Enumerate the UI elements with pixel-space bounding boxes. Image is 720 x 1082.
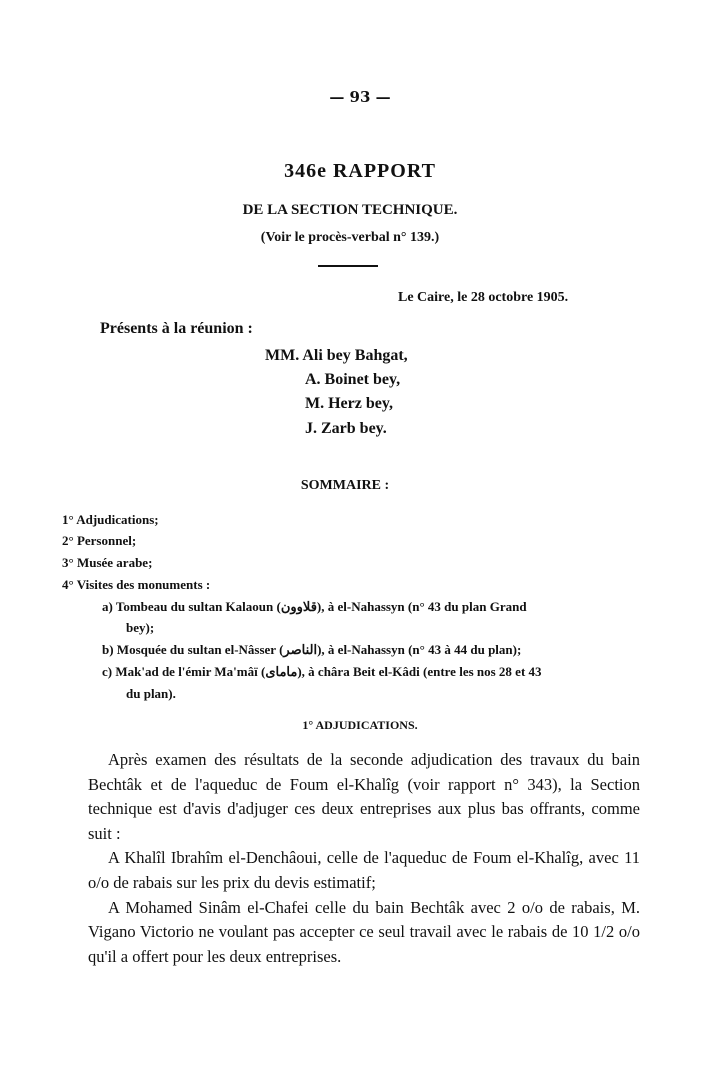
summary-subitem: bey); (126, 620, 155, 635)
present-label: Présents à la réunion : (100, 320, 253, 337)
body-text (88, 748, 640, 969)
paragraph: A Khalîl Ibrahîm el-Denchâoui, celle de l'aqueduc de Foum el-Khalîg, avec 11 o/o de rabais sur les prix du devis estimatif; (88, 848, 640, 892)
summary-item: 1° Adjudications; (62, 512, 159, 527)
summary-subitem: b) Mosquée du sultan el-Nâsser (الناصر), à el-Nahassyn (n° 43 à 44 du plan); (102, 642, 522, 657)
member: MM. Ali bey Bahgat, (265, 347, 408, 364)
report-subtitle: DE LA SECTION TECHNIQUE. (242, 202, 458, 218)
summary-item: 3° Musée arabe; (62, 555, 153, 570)
summary-item: 4° Visites des monuments : (62, 577, 211, 592)
report-date: Le Caire, le 28 octobre 1905. (398, 290, 569, 305)
page-number: — 93 — (329, 88, 391, 106)
summary-subitem: du plan). (126, 686, 176, 701)
member: J. Zarb bey. (305, 420, 387, 437)
paragraph: A Mohamed Sinâm el-Chafei celle du bain Bechtâk avec 2 o/o de rabais, M. Vigano Victorio ne voulant pas accepter ce seul travail avec le rabais de 10 1/2 o/o qu'il a offert pour les deux entreprises. (88, 897, 640, 966)
member: A. Boinet bey, (305, 371, 401, 388)
divider (318, 265, 378, 267)
report-reference: (Voir le procès-verbal n° 139.) (260, 230, 440, 245)
summary-subitem: c) Mak'ad de l'émir Ma'mâï (مامای), à châra Beit el-Kâdi (entre les nos 28 et 43 (102, 664, 542, 679)
member: M. Herz bey, (305, 395, 393, 412)
summary-item: 2° Personnel; (62, 533, 137, 548)
section-heading: 1° ADJUDICATIONS. (302, 718, 418, 732)
paragraph: Après examen des résultats de la seconde adjudication des travaux du bain Bechtâk et de l'aqueduc de Foum el-Khalîg (voir rapport n° 343), la Section technique est d'avis d'adjuger ces deux entreprises aux plus bas offrants, comme suit : (88, 750, 640, 843)
summary-subitem: a) Tombeau du sultan Kalaoun (قلاوون), à el-Nahassyn (n° 43 du plan Grand (102, 599, 527, 614)
summary-heading: SOMMAIRE : (300, 478, 390, 493)
report-title: 346e RAPPORT (284, 160, 436, 182)
